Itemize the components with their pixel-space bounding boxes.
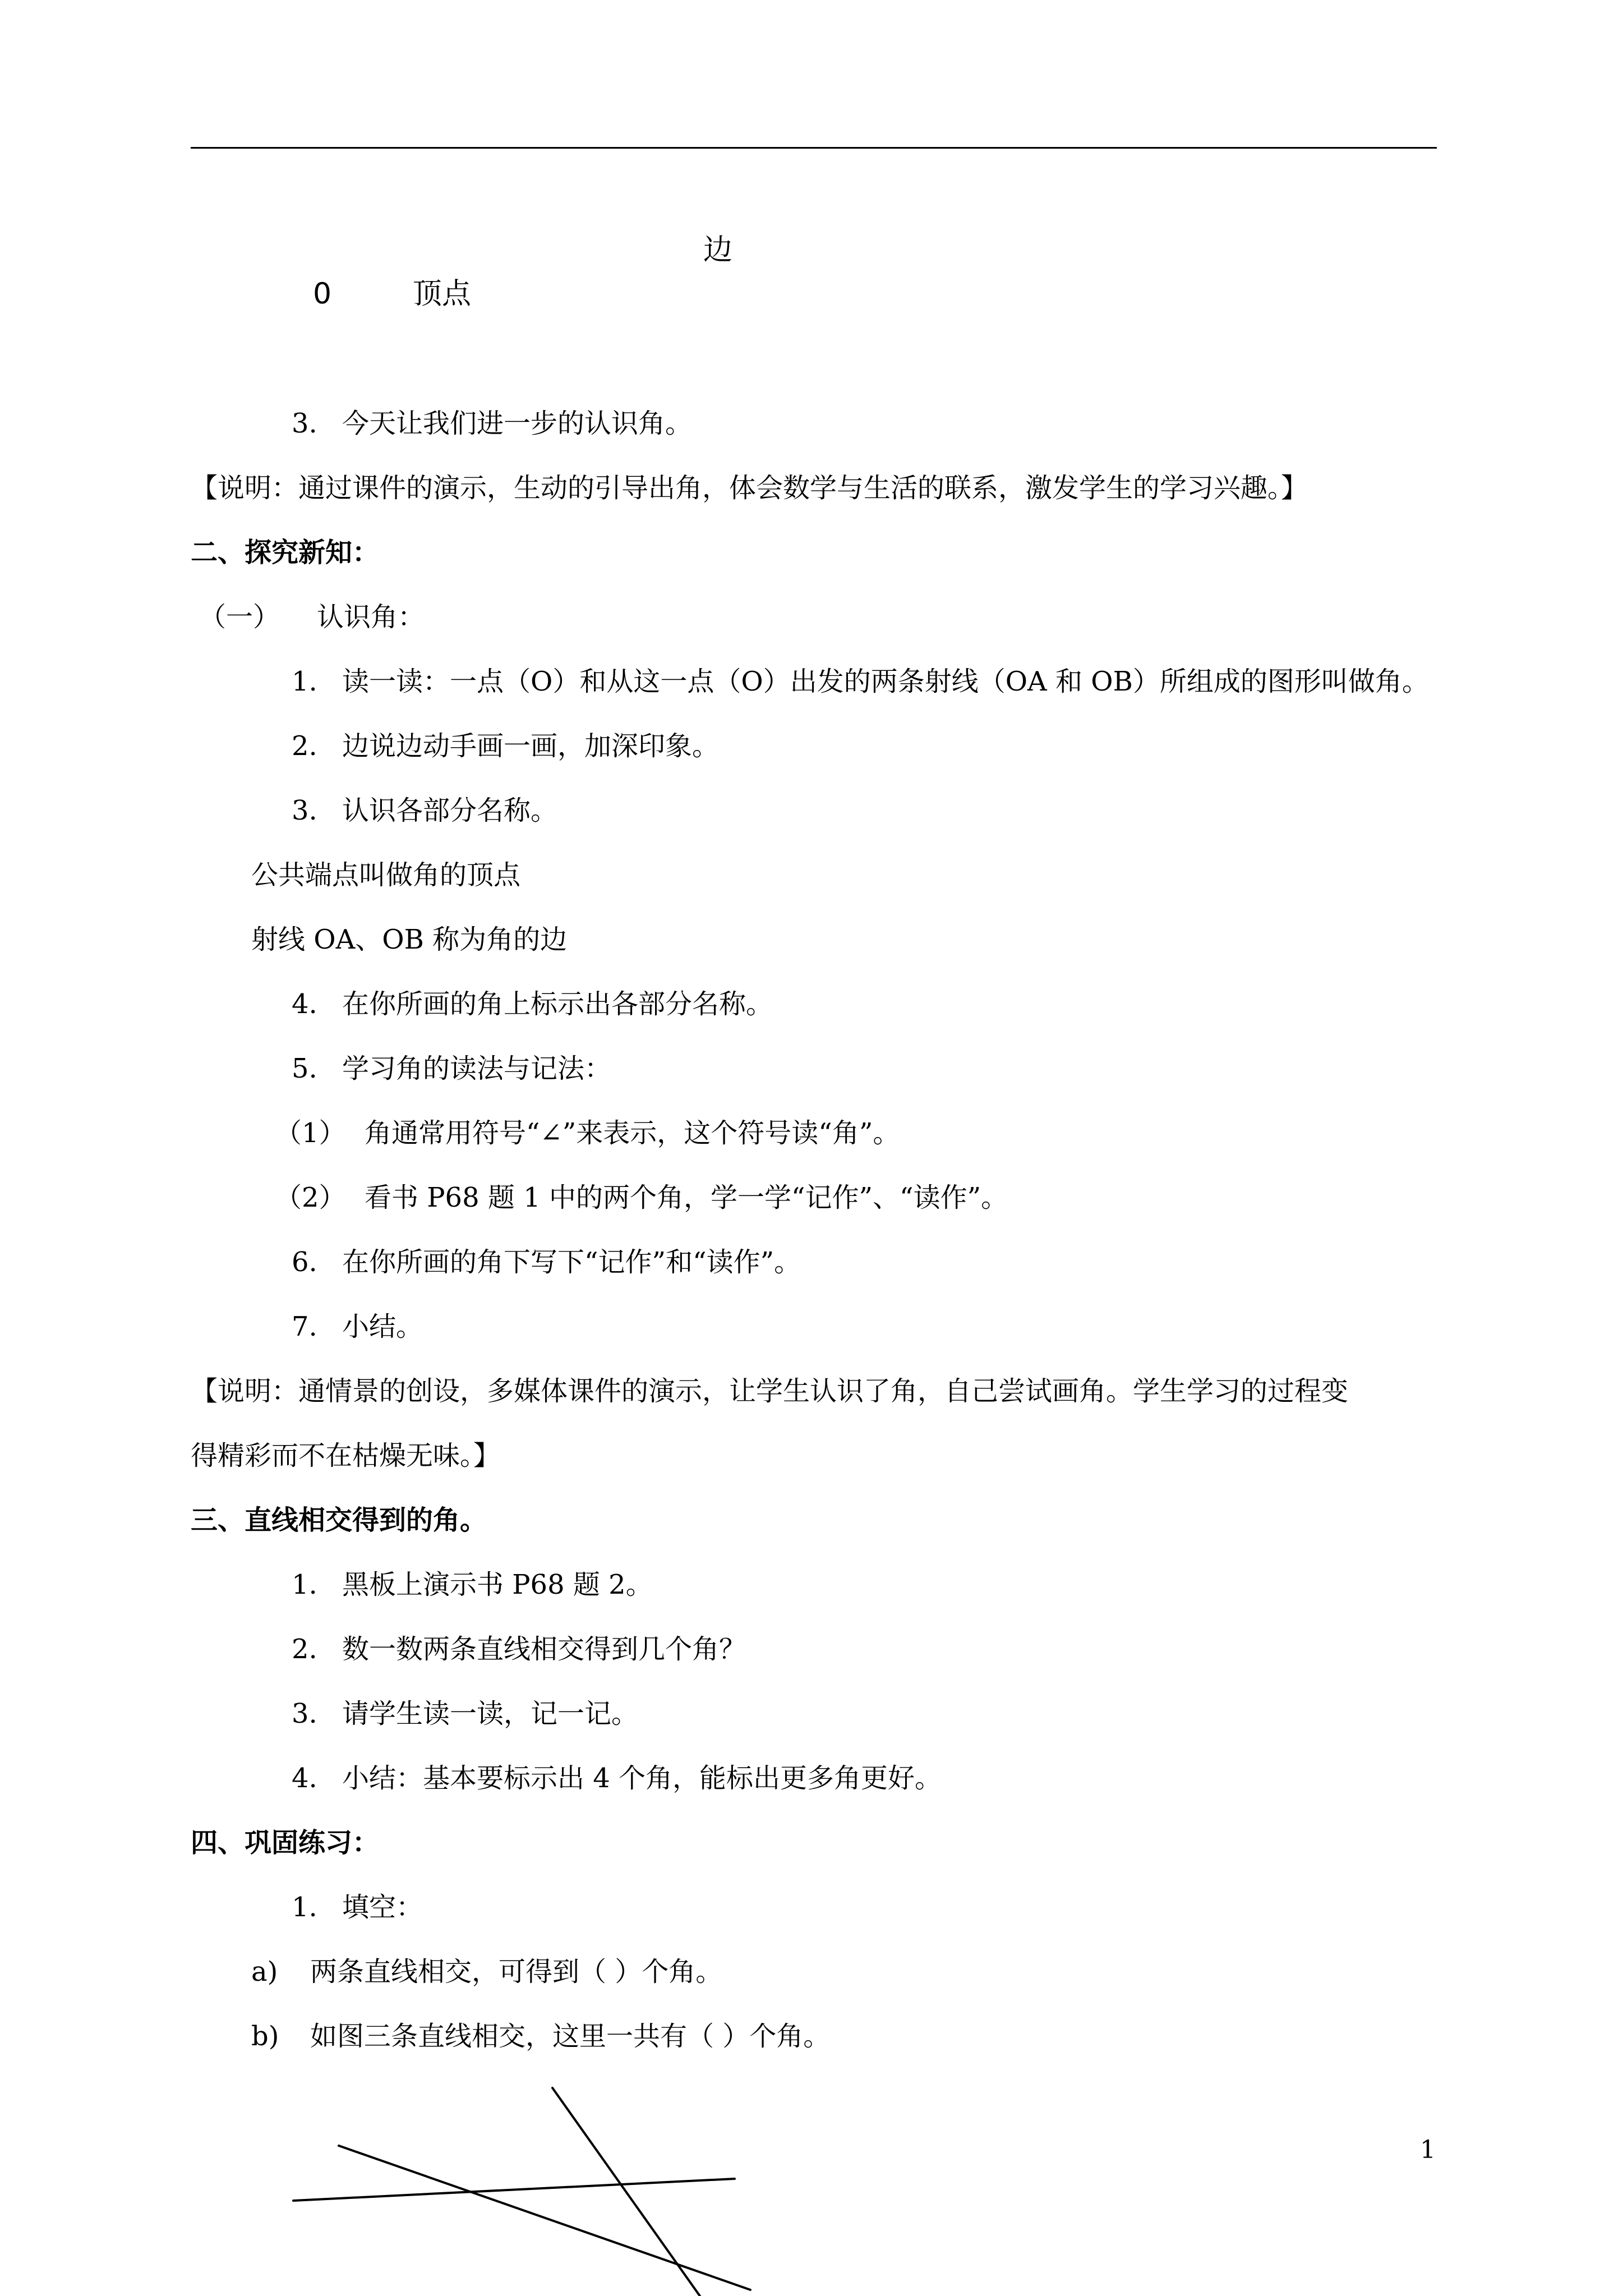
line-text: 认识角：: [317, 601, 425, 633]
line-horizontal: [293, 2179, 735, 2201]
heading-text: 四、巩固练习：: [191, 1827, 380, 1858]
line-text: 学习角的读法与记法：: [342, 1053, 612, 1084]
line-text: 得精彩而不在枯燥无味。】: [191, 1440, 501, 1471]
list-number: 6.: [292, 1246, 317, 1278]
line-text: 请学生读一读，记一记。: [342, 1698, 639, 1729]
list-number: （1）: [275, 1117, 346, 1149]
line-text: 边说边动手画一画，加深印象。: [342, 730, 720, 762]
heading-text: 二、探究新知：: [191, 537, 380, 568]
list-number: b): [251, 2021, 279, 2052]
line-text: 读一读：一点（O）和从这一点（O）出发的两条射线（OA 和 OB）所组成的图形叫做角。: [342, 666, 1429, 697]
list-number: 3.: [292, 408, 317, 439]
list-number: 4.: [292, 988, 317, 1020]
line-diagonal: [339, 2146, 750, 2290]
list-number: 3.: [292, 1698, 317, 1729]
line-text: 小结。: [342, 1311, 423, 1342]
line-text: 在你所画的角下写下“记作”和“读作”。: [342, 1246, 801, 1278]
vertex-o-label: 0: [313, 277, 332, 311]
line-text: 如图三条直线相交，这里一共有（ ）个角。: [310, 2021, 831, 2052]
list-number: 1.: [292, 1569, 317, 1600]
line-text: 看书 P68 题 1 中的两个角，学一学“记作”、“读作”。: [365, 1182, 1008, 1213]
line-text: 【说明：通过课件的演示，生动的引导出角，体会数学与生活的联系，激发学生的学习兴趣。】: [191, 472, 1308, 504]
list-number: 3.: [292, 795, 317, 826]
line-text: 两条直线相交，可得到（ ）个角。: [310, 1956, 723, 1987]
line-text: 认识各部分名称。: [342, 795, 558, 826]
line-text: 填空：: [342, 1892, 423, 1923]
line-text: 【说明：通情景的创设，多媒体课件的演示，让学生认识了角，自己尝试画角。学生学习的过程变: [191, 1375, 1349, 1407]
edge-label: 边: [703, 233, 733, 267]
vertex-label: 顶点: [413, 277, 472, 311]
line-text: 小结：基本要标示出 4 个角，能标出更多角更好。: [342, 1763, 942, 1794]
list-number: 2.: [292, 1634, 317, 1665]
line-text: 今天让我们进一步的认识角。: [342, 408, 693, 439]
list-number: a): [251, 1956, 278, 1987]
line-text: 在你所画的角上标示出各部分名称。: [342, 988, 773, 1020]
list-number: （一）: [199, 601, 280, 633]
list-number: 7.: [292, 1311, 317, 1342]
list-number: 1.: [292, 1892, 317, 1923]
list-number: 5.: [292, 1053, 317, 1084]
list-number: 2.: [292, 730, 317, 762]
list-number: 1.: [292, 666, 317, 697]
list-number: 4.: [292, 1763, 317, 1794]
list-number: （2）: [275, 1182, 346, 1213]
line-text: 黑板上演示书 P68 题 2。: [342, 1569, 653, 1600]
page-number: 1: [1420, 2136, 1436, 2164]
heading-text: 三、直线相交得到的角。: [191, 1504, 487, 1536]
line-text: 射线 OA、OB 称为角的边: [251, 924, 568, 955]
line-text: 角通常用符号“∠”来表示，这个符号读“角”。: [365, 1117, 900, 1149]
line-text: 公共端点叫做角的顶点: [251, 859, 521, 891]
line-text: 数一数两条直线相交得到几个角？: [342, 1634, 746, 1665]
